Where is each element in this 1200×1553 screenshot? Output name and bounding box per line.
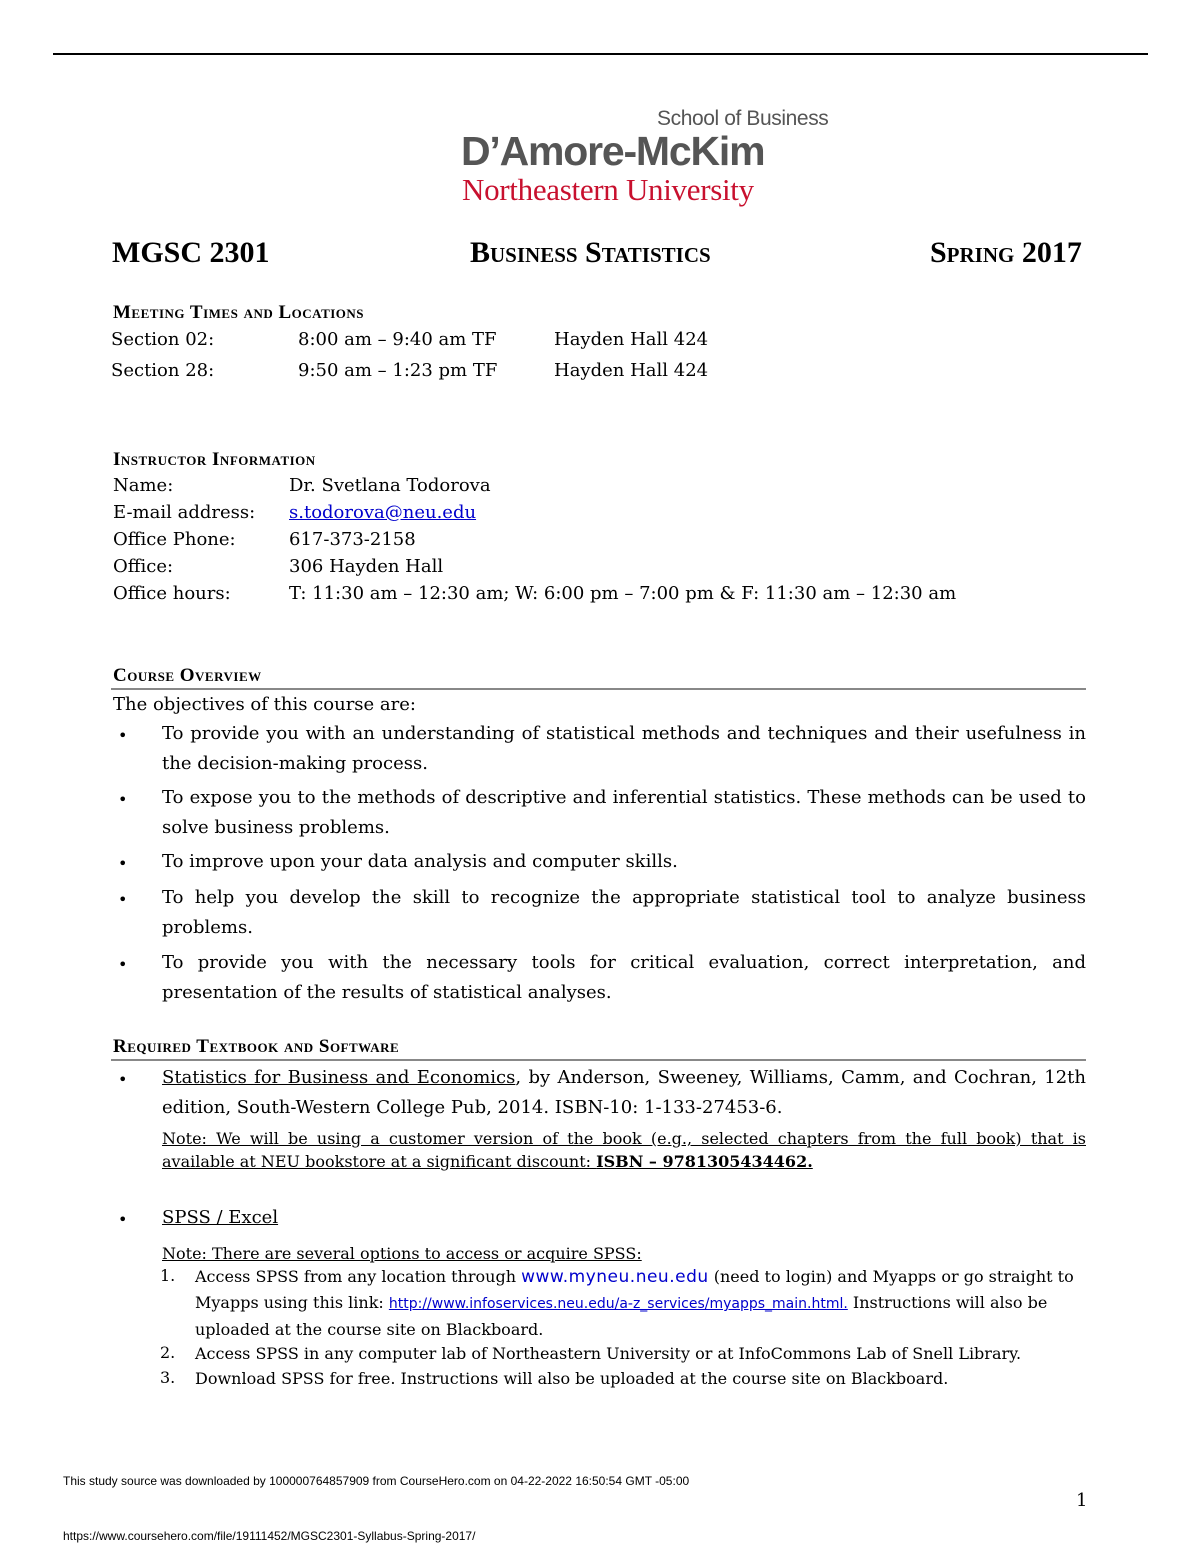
instructor-label: Office:	[113, 556, 174, 577]
list-item: To help you develop the skill to recognize the appropriate statistical tool to analyze business problems.	[162, 887, 1086, 938]
option-number: 1.	[160, 1266, 176, 1285]
logo-university: Northeastern University	[462, 172, 754, 207]
meeting-time: 8:00 am – 9:40 am TF	[298, 329, 497, 350]
instructor-phone: 617-373-2158	[289, 529, 416, 550]
instructor-label: Office Phone:	[113, 529, 236, 550]
instructor-heading: Instructor Information	[113, 449, 316, 470]
bullet: •	[118, 1210, 128, 1229]
course-term: Spring 2017	[930, 236, 1082, 269]
list-item: To improve upon your data analysis and computer skills.	[162, 851, 678, 872]
overview-heading: Course Overview	[113, 665, 262, 686]
option-text: Access SPSS from any location through	[195, 1267, 522, 1286]
textbook-details: , by Anderson, Sweeney, Williams, Camm, and Cochran, 12th edition, South-Western College Pub, 2014. ISBN-10: 1-133-27453-6.	[162, 1067, 1087, 1118]
option-number: 2.	[160, 1343, 176, 1362]
textbook-rule	[111, 1059, 1086, 1061]
overview-intro: The objectives of this course are:	[113, 694, 416, 715]
software-title: SPSS / Excel	[162, 1207, 279, 1228]
textbook-note	[162, 1127, 1086, 1173]
meeting-section: Section 28:	[111, 360, 215, 381]
option-text: (need to login) and Myapps or go straight to Myapps using this link:	[195, 1267, 1074, 1312]
list-item: To expose you to the methods of descriptive and inferential statistics. These methods can be used to solve business problems.	[162, 787, 1086, 838]
bullet: •	[118, 726, 128, 745]
bullet: •	[118, 790, 128, 809]
page-number: 1	[1076, 1490, 1088, 1511]
course-title: Business Statistics	[470, 236, 711, 269]
logo-school-text: School of Business	[657, 107, 829, 130]
textbook-note-text: Note: We will be using a customer version of the book (e.g., selected chapters from the full book) that is available at NEU bookstore at a significant discount:	[162, 1129, 1086, 1171]
option-item: Access SPSS in any computer lab of Northeastern University or at InfoCommons Lab of Snell Library.	[195, 1344, 1022, 1363]
instructor-office-hours: T: 11:30 am – 12:30 am; W: 6:00 pm – 7:00 pm & F: 11:30 am – 12:30 am	[289, 583, 957, 604]
textbook-title: Statistics for Business and Economics	[162, 1067, 516, 1088]
option-item: Download SPSS for free. Instructions will also be uploaded at the course site on Blackboard.	[195, 1369, 949, 1388]
option-text: Instructions will also be uploaded at the course site on Blackboard.	[195, 1293, 1048, 1339]
list-item: To provide you with an understanding of statistical methods and techniques and their usefulness in the decision-making process.	[162, 723, 1086, 774]
meeting-location: Hayden Hall 424	[554, 329, 709, 350]
top-rule	[53, 53, 1148, 55]
bullet: •	[118, 955, 128, 974]
instructor-label: Office hours:	[113, 583, 231, 604]
logo-name: D’Amore-McKim	[461, 128, 765, 174]
instructor-label: E-mail address:	[113, 502, 256, 523]
list-item: To provide you with the necessary tools for critical evaluation, correct interpretation, and presentation of the results of statistical analyses.	[162, 952, 1086, 1003]
meeting-heading: Meeting Times and Locations	[113, 302, 365, 323]
software-note: Note: There are several options to access or acquire SPSS:	[162, 1244, 642, 1263]
meeting-location: Hayden Hall 424	[554, 360, 709, 381]
overview-rule	[111, 688, 1086, 690]
myapps-link[interactable]: http://www.infoservices.neu.edu/a-z_services/myapps_main.html.	[388, 1296, 848, 1312]
instructor-email-link[interactable]: s.todorova@neu.edu	[289, 502, 477, 523]
bullet: •	[118, 854, 128, 873]
footer-url[interactable]: https://www.coursehero.com/file/19111452/MGSC2301-Syllabus-Spring-2017/	[63, 1529, 476, 1543]
instructor-office: 306 Hayden Hall	[289, 556, 444, 577]
textbook-heading: Required Textbook and Software	[113, 1036, 400, 1057]
myneu-link[interactable]: www.myneu.neu.edu	[521, 1267, 709, 1287]
meeting-time: 9:50 am – 1:23 pm TF	[298, 360, 498, 381]
option-item	[195, 1264, 1095, 1342]
bullet: •	[118, 890, 128, 909]
textbook-entry	[162, 1063, 1086, 1123]
meeting-section: Section 02:	[111, 329, 215, 350]
footer-source: This study source was downloaded by 100000764857909 from CourseHero.com on 04-22-2022 16:50:54 GMT -05:00	[63, 1474, 690, 1488]
instructor-name: Dr. Svetlana Todorova	[289, 475, 491, 496]
instructor-label: Name:	[113, 475, 174, 496]
course-code: MGSC 2301	[112, 236, 270, 269]
textbook-isbn: ISBN – 9781305434462.	[596, 1152, 813, 1171]
bullet: •	[118, 1070, 128, 1089]
option-number: 3.	[160, 1368, 176, 1387]
